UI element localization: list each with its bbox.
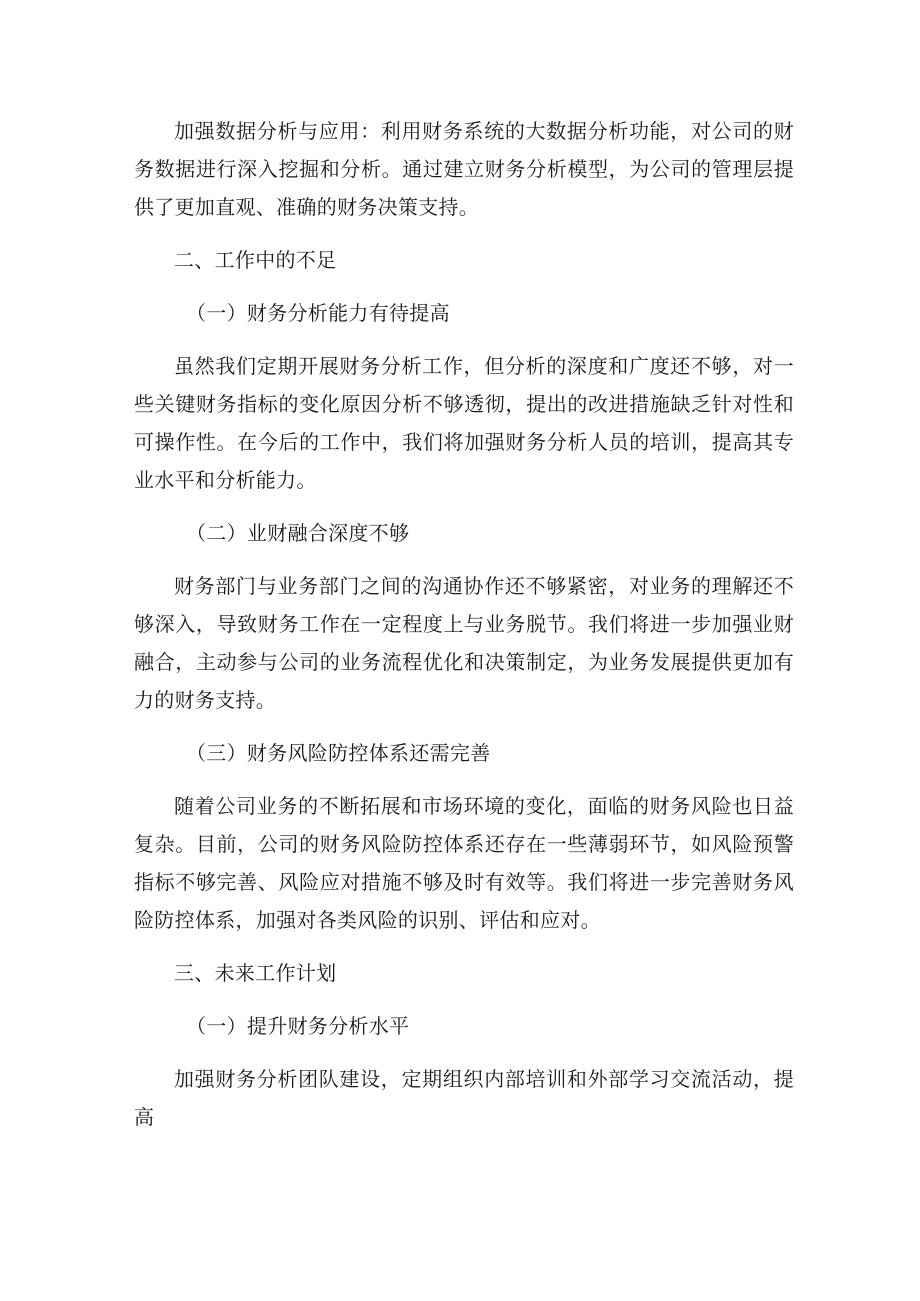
document-body bbox=[134, 112, 794, 1136]
section-heading-future-plan: 三、未来工作计划 bbox=[174, 961, 337, 985]
subheading-business-finance: （二）业财融合深度不够 bbox=[186, 521, 410, 545]
paragraph-business-finance: 财务部门与业务部门之间的沟通协作还不够紧密，对业务的理解还不够深入，导致财务工作在一定程度上与业务脱节。我们将进一步加强业财融合，主动参与公司的业务流程优化和决策制定，为业务发展提供更加有力的财务支持。 bbox=[134, 574, 794, 712]
subheading-risk-control: （三）财务风险防控体系还需完善 bbox=[186, 741, 491, 765]
paragraph-data-analysis: 加强数据分析与应用：利用财务系统的大数据分析功能，对公司的财务数据进行深入挖掘和分析。通过建立财务分析模型，为公司的管理层提供了更加直观、准确的财务决策支持。 bbox=[134, 119, 794, 219]
section-heading-shortcomings: 二、工作中的不足 bbox=[174, 248, 337, 272]
paragraph-improve-analysis: 加强财务分析团队建设，定期组织内部培训和外部学习交流活动，提高 bbox=[134, 1067, 794, 1129]
paragraph-analysis-ability: 虽然我们定期开展财务分析工作，但分析的深度和广度还不够，对一些关键财务指标的变化原因分析不够透彻，提出的改进措施缺乏针对性和可操作性。在今后的工作中，我们将加强财务分析人员的培训，提高其专业水平和分析能力。 bbox=[134, 354, 794, 492]
subheading-improve-analysis: （一）提升财务分析水平 bbox=[186, 1014, 410, 1038]
paragraph-risk-control: 随着公司业务的不断拓展和市场环境的变化，面临的财务风险也日益复杂。目前，公司的财务风险防控体系还存在一些薄弱环节，如风险预警指标不够完善、风险应对措施不够及时有效等。我们将进一步完善财务风险防控体系，加强对各类风险的识别、评估和应对。 bbox=[134, 794, 794, 932]
subheading-analysis-ability: （一）财务分析能力有待提高 bbox=[186, 301, 450, 325]
